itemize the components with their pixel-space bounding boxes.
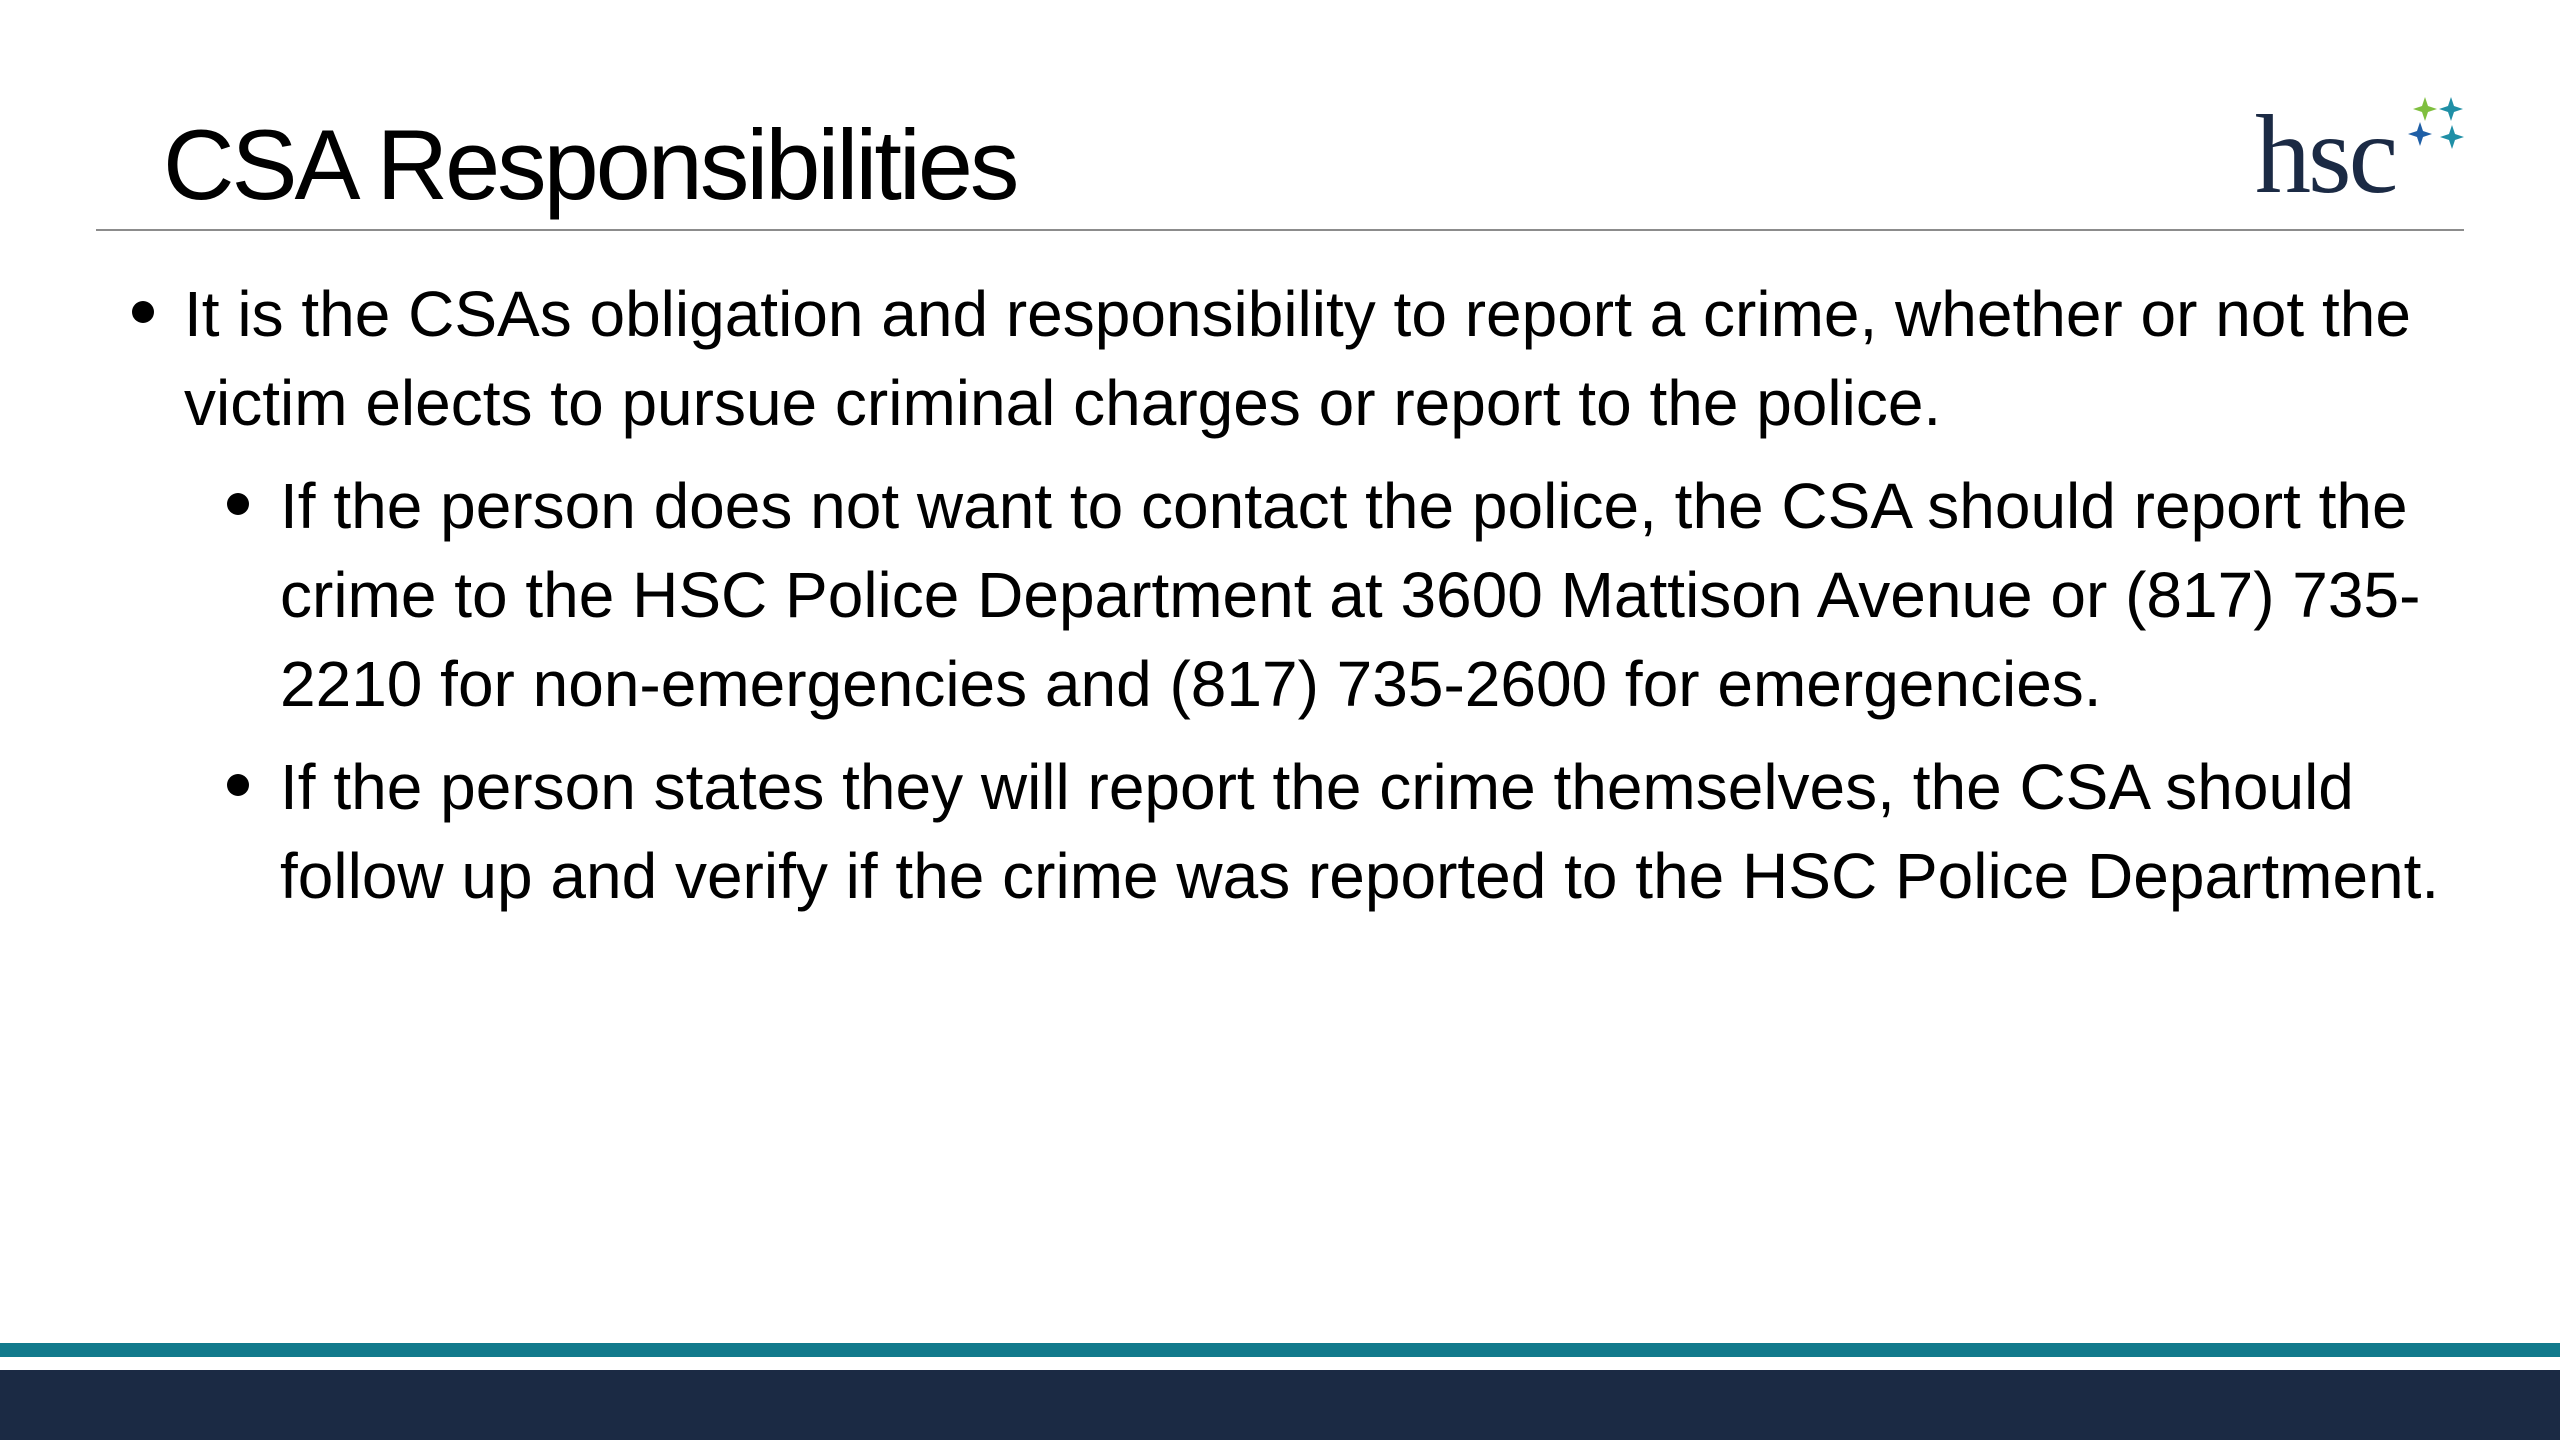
bullet-item bbox=[120, 270, 2500, 448]
bullet-text: It is the CSAs obligation and responsibility to report a crime, whether or not the victim elects to pursue criminal charges or report to the police. bbox=[184, 278, 2411, 439]
slide-title: CSA Responsibilities bbox=[163, 109, 1017, 220]
sub-bullet-item bbox=[120, 462, 2500, 729]
star-blue-left bbox=[2408, 122, 2432, 146]
title-divider bbox=[96, 229, 2464, 231]
footer-teal-band bbox=[0, 1343, 2560, 1357]
slide-body bbox=[120, 270, 2500, 935]
hsc-logo bbox=[2255, 95, 2470, 215]
star-green bbox=[2413, 97, 2437, 121]
bullet-dot-icon bbox=[227, 774, 249, 796]
footer-gap bbox=[0, 1357, 2560, 1370]
bullet-dot-icon bbox=[132, 301, 154, 323]
sparkle-stars-icon bbox=[2405, 95, 2470, 155]
footer-navy-band bbox=[0, 1370, 2560, 1440]
bullet-dot-icon bbox=[227, 493, 249, 515]
sub-bullet-text: If the person does not want to contact the police, the CSA should report the crime to the HSC Police Department at 3600 Mattison Avenue or (817) 735-2210 for non-emergencies and (817) 735-2600 for emergencies. bbox=[280, 470, 2421, 720]
sub-bullet-text: If the person states they will report the crime themselves, the CSA should follow up and verify if the crime was reported to the HSC Police Department. bbox=[280, 751, 2440, 912]
star-teal bbox=[2439, 97, 2463, 121]
star-teal-right bbox=[2440, 125, 2464, 149]
sub-bullet-item bbox=[120, 743, 2500, 921]
logo-text: hsc bbox=[2255, 93, 2396, 217]
